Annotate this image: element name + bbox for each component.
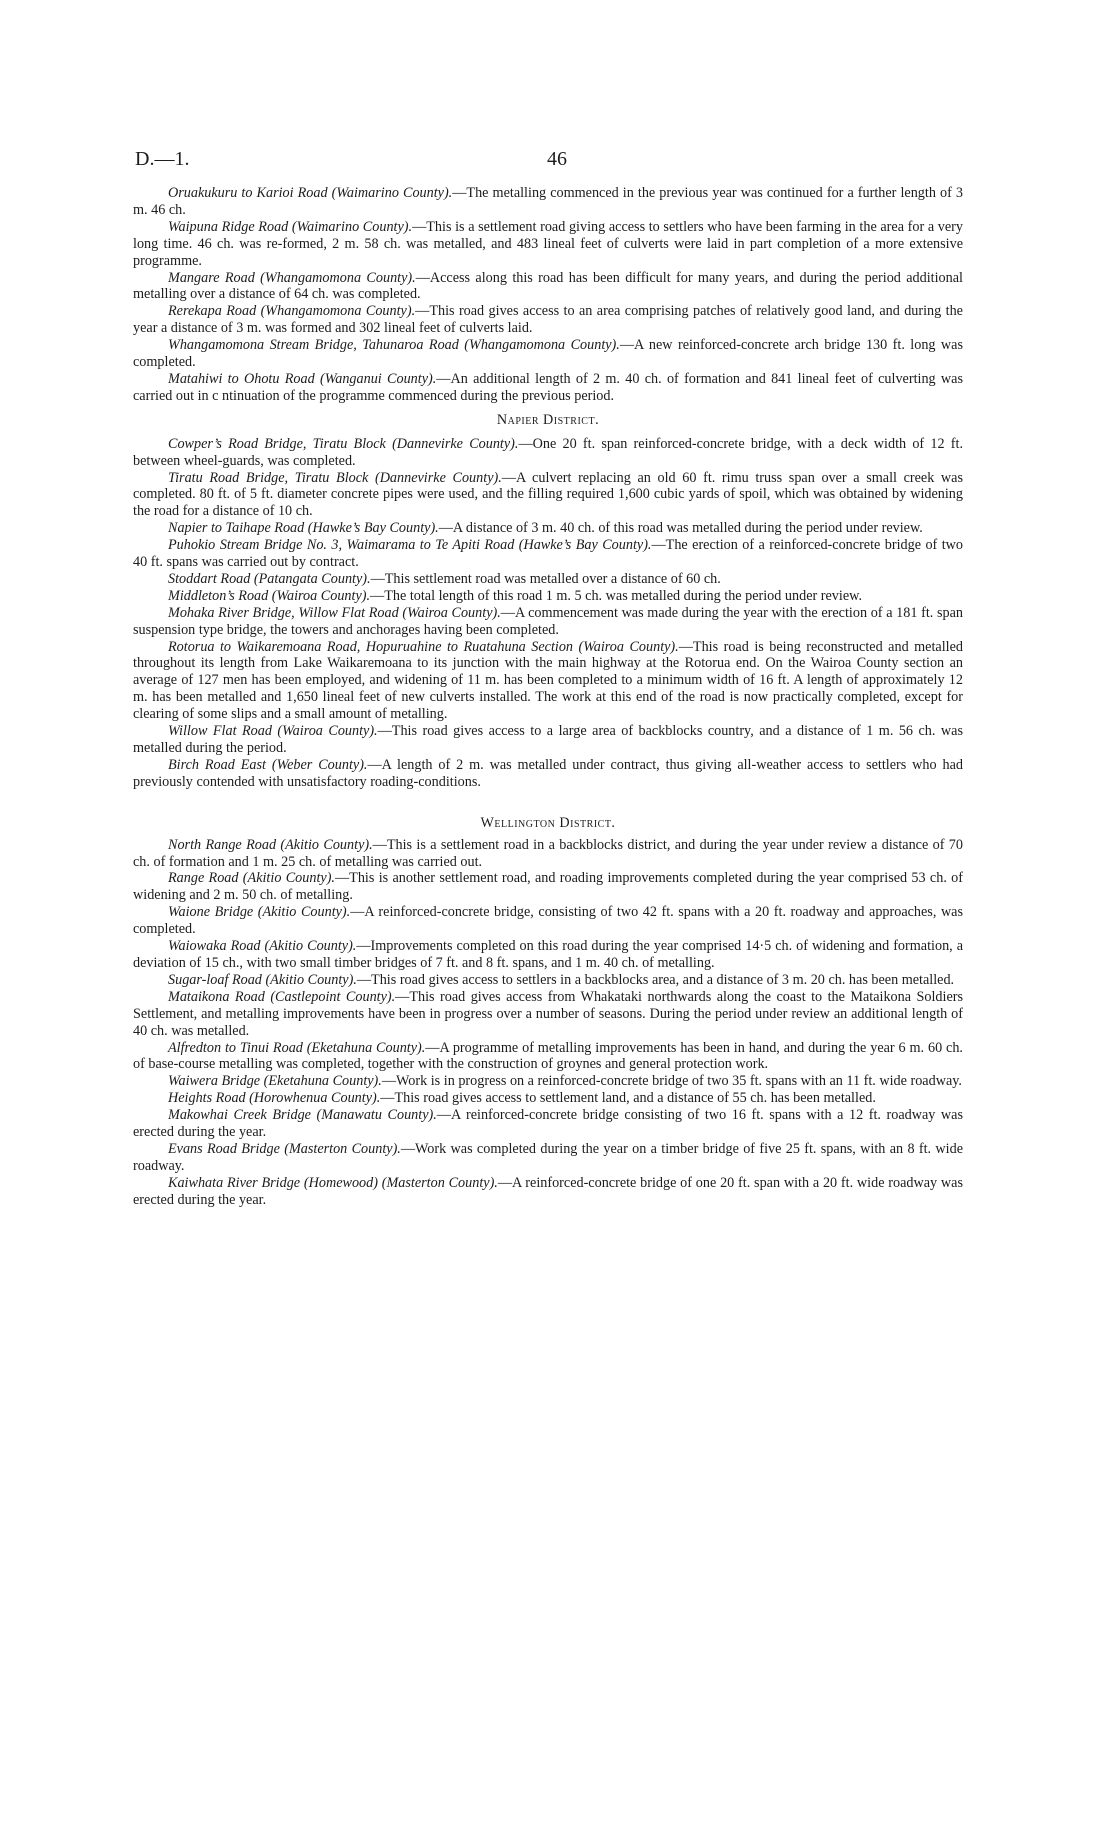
- paragraph: [133, 1090, 963, 1107]
- paragraph-text: —A length of 2 m. was metalled under contract, thus giving all-weather access to settlers who had previously contended with unsatisfactory roading-conditions.: [133, 756, 963, 790]
- paragraph: [133, 904, 963, 938]
- paragraph-text: —A reinforced-concrete bridge consisting of two 16 ft. spans with a 12 ft. roadway was erected during the year.: [133, 1107, 963, 1141]
- paragraph-title: North Range Road (Akitio County).: [168, 836, 373, 853]
- paragraph-text: —A reinforced-concrete bridge of one 20 ft. span with a 20 ft. wide roadway was erected during the year.: [133, 1174, 963, 1208]
- paragraph-text: —A programme of metalling improvements has been in hand, and during the year 6 m. 60 ch. of base-course metalling was completed, together with the construction of groynes and general protection work.: [133, 1039, 963, 1073]
- paragraph-title: Stoddart Road (Patangata County).: [168, 570, 371, 587]
- paragraph: [133, 436, 963, 470]
- paragraph-title: Puhokio Stream Bridge No. 3, Waimarama to Te Apiti Road (Hawke’s Bay County).: [168, 537, 652, 554]
- paragraph: [133, 520, 963, 537]
- page-number: 46: [547, 148, 567, 170]
- paragraph: [133, 605, 963, 639]
- section-heading-wellington-district: Wellington District.: [480, 814, 616, 831]
- paragraph-title: Willow Flat Road (Wairoa County).: [168, 723, 378, 740]
- document-reference: D.—1.: [135, 148, 190, 170]
- paragraph-text: —This road is being reconstructed and metalled throughout its length from Lake Waikaremoana to its junction with the main highway at the Rotorua end. On the Wairoa County section an average of 127 men has been employed, and widening of 11 m. has been completed to a minimum width of 16 ft. A length of approximately 12 m. has been metalled and 1,650 lineal feet of new culverts installed. The work at this end of the road is now practically completed, except for clearing of some slips and a small amount of metalling.: [133, 638, 963, 723]
- paragraph-text: —Work is in progress on a reinforced-concrete bridge of two 35 ft. spans with an 11 ft. wide roadway.: [381, 1073, 962, 1090]
- paragraph-title: Rerekapa Road (Whangamomona County).: [168, 303, 416, 320]
- paragraph-text: —Access along this road has been difficult for many years, and during the period additional metalling over a distance of 64 ch. was completed.: [133, 269, 963, 303]
- paragraph-text: —Improvements completed on this road during the year comprised 14·5 ch. of widening and formation, a deviation of 15 ch., with two small timber bridges of 7 ft. and 8 ft. spans, and 1 m. 40 ch. of metalling.: [133, 938, 963, 971]
- paragraph-title: Waione Bridge (Akitio County).: [168, 904, 351, 921]
- paragraph-title: Evans Road Bridge (Masterton County).: [168, 1140, 401, 1157]
- paragraph: [133, 303, 963, 337]
- paragraph-text: —This road gives access to settlers in a backblocks area, and a distance of 3 m. 20 ch. has been metalled.: [356, 971, 955, 988]
- paragraph-title: Mohaka River Bridge, Willow Flat Road (Wairoa County).: [168, 604, 501, 621]
- paragraph: [133, 371, 963, 405]
- paragraph: [133, 1175, 963, 1209]
- paragraph-title: Oruakukuru to Karioi Road (Waimarino County).: [168, 185, 453, 201]
- paragraph-text: —The metalling commenced in the previous year was continued for a further length of 3 m. 46 ch.: [133, 185, 963, 218]
- paragraph: [133, 185, 963, 219]
- paragraph-text: —This road gives access from Whakataki northwards along the coast to the Mataikona Soldiers Settlement, and metalling improvements have been in progress over a number of seasons. During the period under review an additional length of 40 ch. was metalled.: [133, 988, 963, 1039]
- paragraph: [133, 870, 963, 904]
- paragraph-text: —A reinforced-concrete bridge, consisting of two 42 ft. spans with a 20 ft. roadway and approaches, was completed.: [133, 904, 964, 938]
- paragraph: [133, 1040, 963, 1074]
- paragraph-title: Cowper’s Road Bridge, Tiratu Block (Dannevirke County).: [168, 435, 519, 452]
- paragraph-title: Mataikona Road (Castlepoint County).: [168, 988, 396, 1005]
- paragraph-title: Waipuna Ridge Road (Waimarino County).: [168, 218, 413, 235]
- paragraph-title: Heights Road (Horowhenua County).: [168, 1090, 381, 1107]
- paragraph: [133, 219, 963, 270]
- paragraph: [133, 337, 963, 371]
- paragraph-title: Waiwera Bridge (Eketahuna County).: [168, 1073, 382, 1090]
- paragraph: [133, 1107, 963, 1141]
- paragraph-text: —This road gives access to an area comprising patches of relatively good land, and during the year a distance of 3 m. was formed and 302 lineal feet of culverts laid.: [133, 303, 963, 337]
- paragraph: [133, 723, 963, 757]
- paragraph: [133, 989, 963, 1040]
- paragraph-title: Alfredton to Tinui Road (Eketahuna County).: [168, 1039, 426, 1056]
- paragraph-title: Makowhai Creek Bridge (Manawatu County).: [168, 1107, 437, 1124]
- paragraph-title: Matahiwi to Ohotu Road (Wanganui County).: [168, 370, 437, 387]
- paragraph: [133, 470, 963, 521]
- paragraph-text: —A distance of 3 m. 40 ch. of this road was metalled during the period under review.: [438, 520, 923, 537]
- page-body: [133, 185, 963, 1209]
- paragraph-text: —This settlement road was metalled over a distance of 60 ch.: [370, 570, 721, 587]
- paragraph-text: —A commencement was made during the year with the erection of a 181 ft. span suspension type bridge, the towers and anchorages having been completed.: [133, 604, 963, 638]
- paragraph-title: Birch Road East (Weber County).: [168, 756, 368, 773]
- paragraph-title: Whangamomona Stream Bridge, Tahunaroa Road (Whangamomona County).: [168, 337, 620, 354]
- paragraph-text: —A new reinforced-concrete arch bridge 130 ft. long was completed.: [133, 337, 963, 371]
- paragraph-title: Kaiwhata River Bridge (Homewood) (Masterton County).: [168, 1174, 498, 1191]
- paragraph-title: Middleton’s Road (Wairoa County).: [168, 587, 371, 604]
- paragraph: [133, 1073, 963, 1090]
- paragraph: [133, 972, 963, 989]
- paragraph-text: —The total length of this road 1 m. 5 ch. was metalled during the period under review.: [370, 587, 862, 604]
- paragraph: [133, 270, 963, 304]
- paragraph: [133, 757, 963, 791]
- paragraph-text: —This is another settlement road, and roading improvements completed during the year comprised 53 ch. of widening and 2 m. 50 ch. of metalling.: [133, 870, 963, 904]
- paragraph-title: Napier to Taihape Road (Hawke’s Bay County).: [168, 520, 439, 537]
- paragraph-text: —An additional length of 2 m. 40 ch. of formation and 841 lineal feet of culverting was carried out in c ntinuation of the programme commenced during the previous period.: [133, 370, 963, 404]
- paragraph-text: —This road gives access to a large area of backblocks country, and a distance of 1 m. 56 ch. was metalled during the period.: [133, 723, 963, 756]
- paragraph: [133, 1141, 963, 1175]
- paragraph: [133, 837, 963, 871]
- paragraph: [133, 571, 963, 588]
- paragraph-text: —The erection of a reinforced-concrete bridge of two 40 ft. spans was carried out by contract.: [133, 537, 963, 571]
- paragraph-text: —This road gives access to settlement land, and a distance of 55 ch. has been metalled.: [380, 1090, 876, 1107]
- paragraph-title: Sugar-loaf Road (Akitio County).: [168, 971, 357, 988]
- paragraph-text: —This is a settlement road giving access to settlers who have been farming in the area for a very long time. 46 ch. was re-formed, 2 m. 58 ch. was metalled, and 483 lineal feet of culverts were laid in part completion of a more extensive programme.: [133, 218, 963, 269]
- paragraph-title: Rotorua to Waikaremoana Road, Hopuruahine to Ruatahuna Section (Wairoa County).: [168, 638, 679, 655]
- paragraph: [133, 639, 963, 724]
- paragraph-text: —This is a settlement road in a backblocks district, and during the year under review a distance of 70 ch. of formation and 1 m. 25 ch. of metalling was carried out.: [133, 836, 963, 870]
- paragraph: [133, 537, 963, 571]
- section-heading-napier-district: Napier District.: [496, 411, 600, 428]
- paragraph: [133, 938, 963, 972]
- paragraph-title: Waiowaka Road (Akitio County).: [168, 938, 357, 955]
- paragraph-title: Mangare Road (Whangamomona County).: [168, 269, 416, 286]
- page-header: [135, 148, 979, 172]
- paragraph: [133, 588, 963, 605]
- paragraph-title: Tiratu Road Bridge, Tiratu Block (Dannevirke County).: [168, 469, 502, 486]
- paragraph-text: —A culvert replacing an old 60 ft. rimu truss span over a small creek was completed. 80 ft. of 5 ft. diameter concrete pipes were used, and the filling required 1,600 cubic yards of spoil, which was obtained by widening the road for a distance of 10 ch.: [133, 469, 963, 520]
- paragraph-title: Range Road (Akitio County).: [168, 870, 335, 887]
- paragraph-text: —Work was completed during the year on a timber bridge of five 25 ft. spans, with an 8 ft. wide roadway.: [133, 1140, 963, 1174]
- paragraph-text: —One 20 ft. span reinforced-concrete bridge, with a deck width of 12 ft. between wheel-guards, was completed.: [133, 435, 963, 469]
